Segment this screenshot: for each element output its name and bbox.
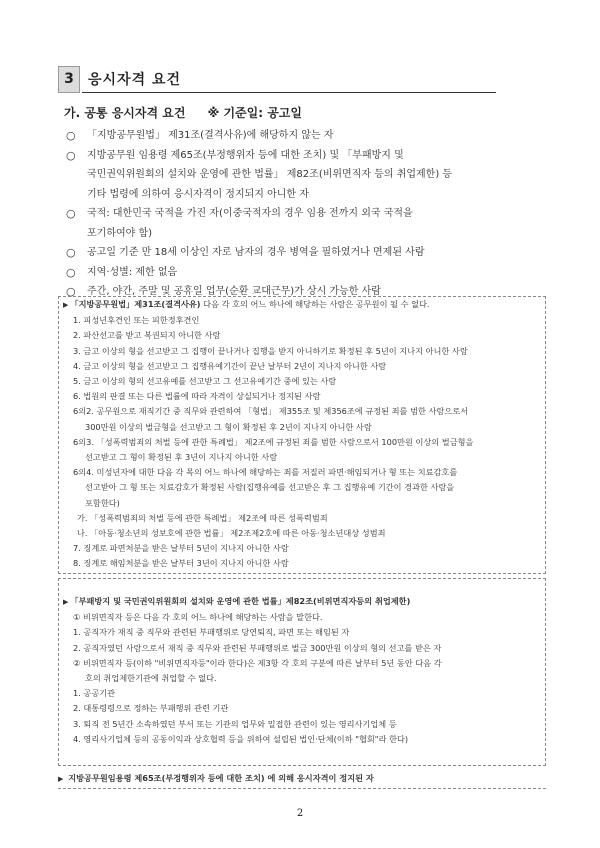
paragraph-continuation: 호의 취업제한기관에 취업할 수 없다. bbox=[85, 673, 217, 684]
box-heading: ▶ 「부패방지 및 국민권익위원회의 설치와 운영에 관한 법률」제82조(비위면직자등의 취업제한) bbox=[63, 596, 411, 606]
list-item: 6의4. 미성년자에 대한 다음 각 목의 어느 하나에 해당하는 죄를 저질러 파면·해임되거나 형 또는 치료감호를 bbox=[73, 467, 458, 478]
section-number: 3 bbox=[58, 66, 80, 93]
list-item-continuation: 포함한다) bbox=[85, 497, 120, 508]
paragraph: ② 비위면직자 등(이하 "비위면직자등"이라 한다)은 제3항 각 호의 구분에 따른 날부터 5년 동안 다음 각 bbox=[73, 657, 442, 668]
list-item: 5. 금고 이상의 형의 선고유예를 선고받고 그 선고유예기간 중에 있는 사람 bbox=[73, 376, 337, 387]
triangle-arrow-icon: ▶ bbox=[63, 301, 69, 309]
suspension-note: ▶ 지방공무원임용령 제65조(부정행위자 등에 대한 조치) 에 의해 응시자격이 정지된 자 bbox=[58, 771, 546, 789]
list-item: 1. 공직자가 재직 중 직무와 관련된 부패행위로 당연퇴직, 파면 또는 해임된 자 bbox=[73, 627, 350, 638]
circle-bullet-icon: ○ bbox=[66, 148, 76, 162]
subsection-heading bbox=[64, 104, 302, 121]
subsection-title: 가. 공통 응시자격 요건 bbox=[64, 106, 186, 120]
circle-bullet-icon: ○ bbox=[66, 265, 76, 279]
triangle-arrow-icon: ▶ bbox=[63, 598, 69, 606]
list-item: 2. 공직자였던 사람으로서 재직 중 직무와 관련된 부패행위로 벌금 300만원 이상의 형의 선고를 받은 자 bbox=[73, 642, 442, 653]
section-underline bbox=[82, 92, 496, 93]
list-item: 4. 금고 이상의 형을 선고받고 그 집행유예기간이 끝난 날부터 2년이 지나지 아니한 사람 bbox=[73, 360, 387, 371]
list-item: ○ 「지방공무원법」 제31조(결격사유)에 해당하지 않는 자 bbox=[66, 126, 536, 146]
reference-date-note: ※ 기준일: 공고일 bbox=[207, 106, 302, 120]
list-item: ○ 주간, 야간, 주말 및 공휴일 업무(순환 교대근무)가 상시 가능한 사람 bbox=[66, 282, 536, 302]
circle-bullet-icon: ○ bbox=[66, 246, 76, 259]
sub-item: 가. 「성폭력범죄의 처벌 등에 관한 특례법」 제2조에 따른 성폭력범죄 bbox=[77, 512, 328, 523]
divider bbox=[58, 788, 546, 789]
law-excerpt-box-article31 bbox=[58, 296, 546, 574]
list-item: 3. 퇴직 전 5년간 소속하였던 부서 또는 기관의 업무와 밀접한 관련이 있는 영리사기업체 등 bbox=[73, 718, 397, 729]
triangle-arrow-icon: ▶ bbox=[58, 775, 64, 783]
box-heading: ▶ 「지방공무원법」제31조(결격사유) 다음 각 호의 어느 하나에 해당하는 사람은 공무원이 될 수 없다. bbox=[63, 299, 430, 309]
list-item: ○ 지방공무원 임용령 제65조(부정행위자 등에 대한 조치) 및 「부패방지 및 국민권익위원회의 설치와 운영에 관한 법률」 제82조(비위면직자 등의 취업제한) 등 기타 법령에 의하여 응시자격이 정지되지 아니한 자 bbox=[66, 146, 536, 205]
paragraph: ① 비위면직자 등은 다음 각 호의 어느 하나에 해당하는 사람을 말한다. bbox=[73, 612, 323, 623]
law-excerpt-box-article82 bbox=[58, 578, 546, 766]
list-item: 7. 징계로 파면처분을 받은 날부터 5년이 지나지 아니한 사람 bbox=[73, 543, 289, 554]
section-title: 응시자격 요건 bbox=[88, 72, 182, 88]
list-item: 6. 법원의 판결 또는 다른 법률에 따라 자격이 상실되거나 정지된 사람 bbox=[73, 391, 321, 402]
list-item: ○ 공고일 기준 만 18세 이상인 자로 남자의 경우 병역을 필하였거나 면제된 사람 bbox=[66, 243, 536, 263]
list-item: 1. 피성년후견인 또는 피한정후견인 bbox=[73, 315, 200, 326]
list-item: ○ 지역·성별: 제한 없음 bbox=[66, 263, 536, 283]
list-item-continuation: 선고받고 그 형이 확정된 후 3년이 지나지 아니한 사람 bbox=[85, 452, 278, 463]
list-item-continuation: 300만원 이상의 벌금형을 선고받고 그 형이 확정된 후 2년이 지나지 아니한 사람 bbox=[85, 421, 372, 432]
sub-item: 나. 「아동·청소년의 성보호에 관한 법률」 제2조제2호에 따른 아동·청소년대상 성범죄 bbox=[77, 528, 386, 539]
list-item: 6의2. 공무원으로 재직기간 중 직무와 관련하여 「형법」 제355조 및 제356조에 규정된 죄를 범한 사람으로서 bbox=[73, 406, 469, 417]
list-item: 2. 대통령령으로 정하는 부패행위 관련 기관 bbox=[73, 703, 229, 714]
circle-bullet-icon: ○ bbox=[66, 285, 76, 298]
list-item-continuation: 선고받아 그 형 또는 치료감호가 확정된 사람(집행유예를 선고받은 후 그 집행유예 기간이 경과한 사람을 bbox=[85, 482, 455, 493]
section-header bbox=[58, 66, 496, 93]
list-item: 2. 파산선고를 받고 복권되지 아니한 사람 bbox=[73, 330, 221, 341]
list-item: 3. 금고 이상의 형을 선고받고 그 집행이 끝나거나 집행을 받지 아니하기로 확정된 후 5년이 지나지 아니한 사람 bbox=[73, 345, 468, 356]
requirements-list bbox=[66, 126, 536, 302]
list-item: 8. 징계로 해임처분을 받은 날부터 3년이 지나지 아니한 사람 bbox=[73, 558, 289, 569]
page-number: 2 bbox=[296, 808, 304, 819]
list-item: ○ 국적: 대한민국 국적을 가진 자(이중국적자의 경우 임용 전까지 외국 국적을 포기하여야 함) bbox=[66, 204, 536, 243]
circle-bullet-icon: ○ bbox=[66, 129, 76, 142]
list-item: 1. 공공기관 bbox=[73, 688, 116, 699]
list-item: 6의3. 「성폭력범죄의 처벌 등에 관한 특례법」 제2조에 규정된 죄를 범한 사람으로서 100만원 이상의 벌금형을 bbox=[73, 436, 474, 447]
list-item: 4. 영리사기업체 등의 공동이익과 상호협력 등을 위하여 설립된 법인·단체(이하 "협회"라 한다) bbox=[73, 733, 409, 744]
circle-bullet-icon: ○ bbox=[66, 207, 76, 220]
